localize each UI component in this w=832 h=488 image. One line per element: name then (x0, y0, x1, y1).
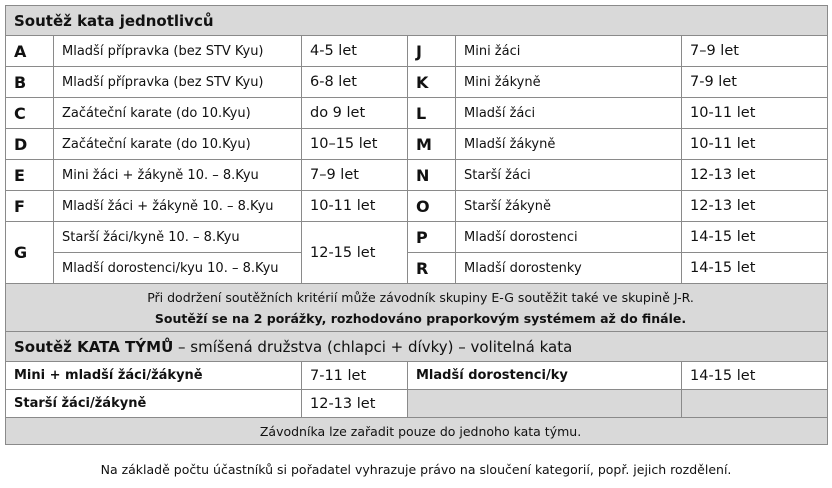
category-name: Mladší žáci + žákyně 10. – 8.Kyu (54, 191, 302, 222)
competition-table (5, 5, 828, 445)
team-category-name: Mini + mladší žáci/žákyně (6, 362, 302, 390)
category-letter: R (408, 253, 456, 284)
category-name: Mladší přípravka (bez STV Kyu) (54, 67, 302, 98)
table-row (6, 222, 828, 253)
category-age: 12-13 let (682, 191, 828, 222)
category-name: Mini žáci + žákyně 10. – 8.Kyu (54, 160, 302, 191)
category-name: Starší žákyně (456, 191, 682, 222)
team-category-name: Mladší dorostenci/ky (408, 362, 682, 390)
table-row (6, 390, 828, 418)
category-name: Mini žáci (456, 36, 682, 67)
category-age: 6-8 let (302, 67, 408, 98)
table-row (6, 98, 828, 129)
category-letter: O (408, 191, 456, 222)
team-note: Závodníka lze zařadit pouze do jednoho kata týmu. (6, 418, 828, 445)
category-name: Mini žákyně (456, 67, 682, 98)
category-name: Mladší dorostenci/kyu 10. – 8.Kyu (54, 253, 302, 284)
category-name: Začáteční karate (do 10.Kyu) (54, 98, 302, 129)
table-row (6, 129, 828, 160)
category-age: 12-13 let (682, 160, 828, 191)
category-age: 4-5 let (302, 36, 408, 67)
category-name: Mladší přípravka (bez STV Kyu) (54, 36, 302, 67)
empty-cell (408, 390, 682, 418)
category-name: Mladší dorostenci (456, 222, 682, 253)
category-age: 14-15 let (682, 253, 828, 284)
category-letter: D (6, 129, 54, 160)
category-age: 7–9 let (682, 36, 828, 67)
table-row (6, 191, 828, 222)
team-category-age: 7-11 let (302, 362, 408, 390)
category-name: Mladší žákyně (456, 129, 682, 160)
category-age: 12-15 let (302, 222, 408, 284)
category-letter: L (408, 98, 456, 129)
category-letter: J (408, 36, 456, 67)
rules-note (6, 284, 828, 332)
rules-note-line1: Při dodržení soutěžních kritérií může závodník skupiny E-G soutěžit také ve skupině J-R. (147, 289, 694, 305)
category-letter: A (6, 36, 54, 67)
team-category-age: 14-15 let (682, 362, 828, 390)
footer-note: Na základě počtu účastníků si pořadatel vyhrazuje právo na sloučení kategorií, popř. jejich rozdělení. (100, 462, 732, 477)
table-row (6, 362, 828, 390)
category-letter: N (408, 160, 456, 191)
category-age: 10-11 let (682, 129, 828, 160)
table-row (6, 160, 828, 191)
category-age: 10-11 let (682, 98, 828, 129)
category-name: Starší žáci/kyně 10. – 8.Kyu (54, 222, 302, 253)
category-letter: C (6, 98, 54, 129)
team-category-name: Starší žáci/žákyně (6, 390, 302, 418)
team-kata-title: Soutěž KATA TÝMŮ – smíšená družstva (chlapci + dívky) – volitelná kata (6, 332, 828, 362)
category-name: Začáteční karate (do 10.Kyu) (54, 129, 302, 160)
category-letter: B (6, 67, 54, 98)
category-letter: P (408, 222, 456, 253)
category-name: Mladší žáci (456, 98, 682, 129)
category-letter: F (6, 191, 54, 222)
category-letter: G (6, 222, 54, 284)
category-name: Mladší dorostenky (456, 253, 682, 284)
individual-kata-title: Soutěž kata jednotlivců (6, 6, 828, 36)
category-age: 14-15 let (682, 222, 828, 253)
category-age: do 9 let (302, 98, 408, 129)
category-name: Starší žáci (456, 160, 682, 191)
table-row (6, 36, 828, 67)
rules-note-line2: Soutěží se na 2 porážky, rozhodováno praporkovým systémem až do finále. (154, 310, 687, 326)
category-letter: M (408, 129, 456, 160)
category-letter: K (408, 67, 456, 98)
category-age: 7-9 let (682, 67, 828, 98)
category-age: 10-11 let (302, 191, 408, 222)
table-row (6, 67, 828, 98)
category-age: 7–9 let (302, 160, 408, 191)
empty-cell (682, 390, 828, 418)
team-category-age: 12-13 let (302, 390, 408, 418)
category-age: 10–15 let (302, 129, 408, 160)
category-letter: E (6, 160, 54, 191)
table-row (6, 253, 828, 284)
